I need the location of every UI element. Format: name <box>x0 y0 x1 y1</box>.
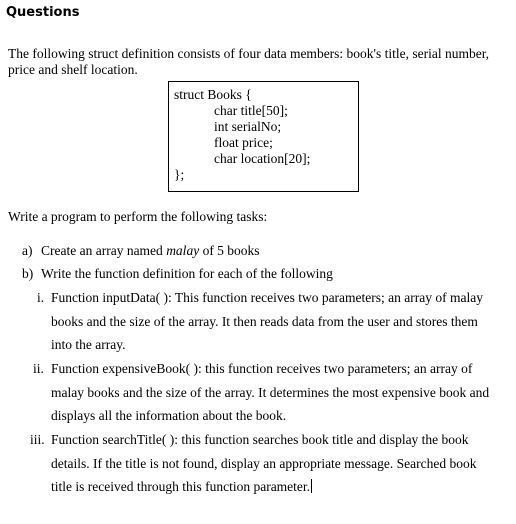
code-line-location: char location[20]; <box>214 151 311 166</box>
task-a-emphasis: malay <box>166 243 200 258</box>
intro-paragraph: The following struct definition consists of four data members: book's title, serial number, price and shelf location. <box>8 46 490 77</box>
task-a-text <box>41 243 260 259</box>
sub-iii-marker: iii. <box>30 432 45 447</box>
code-line-price: float price; <box>214 135 273 150</box>
sub-i-line: into the array. <box>51 337 126 352</box>
task-b-marker: b) <box>22 266 34 281</box>
code-line-close: }; <box>174 167 185 182</box>
questions-heading: Questions <box>6 5 80 20</box>
code-line-serial: int serialNo; <box>214 119 282 134</box>
task-a-marker: a) <box>22 243 33 258</box>
sub-iii-line: title is received through this function parameter. <box>51 479 311 494</box>
sub-iii-line: Function searchTitle( ): this function searches book title and display the book <box>51 432 469 447</box>
sub-ii-marker: ii. <box>33 361 44 376</box>
text-cursor <box>311 479 312 493</box>
sub-ii-line: Function expensiveBook( ): this function receives two parameters; an array of <box>51 361 473 376</box>
sub-i-marker: i. <box>37 290 45 305</box>
sub-iii-last-line <box>51 479 312 495</box>
code-line-title: char title[50]; <box>214 103 288 118</box>
struct-code-box <box>168 81 359 192</box>
sub-i-line: books and the size of the array. It then reads data from the user and stores them <box>51 314 478 329</box>
task-b-text: Write the function definition for each of the following <box>41 266 333 281</box>
task-a-text-before: Create an array named <box>41 243 163 258</box>
sub-ii-line: malay books and the size of the array. It determines the most expensive book and <box>51 385 490 400</box>
task-intro: Write a program to perform the following tasks: <box>8 209 268 224</box>
code-line-struct: struct Books { <box>174 87 252 102</box>
sub-ii-line: displays all the information about the book. <box>51 408 287 423</box>
task-a-text-after: of 5 books <box>202 243 260 258</box>
sub-i-line: Function inputData( ): This function receives two parameters; an array of malay <box>51 290 483 305</box>
sub-iii-line: details. If the title is not found, display an appropriate message. Searched book <box>51 456 477 471</box>
